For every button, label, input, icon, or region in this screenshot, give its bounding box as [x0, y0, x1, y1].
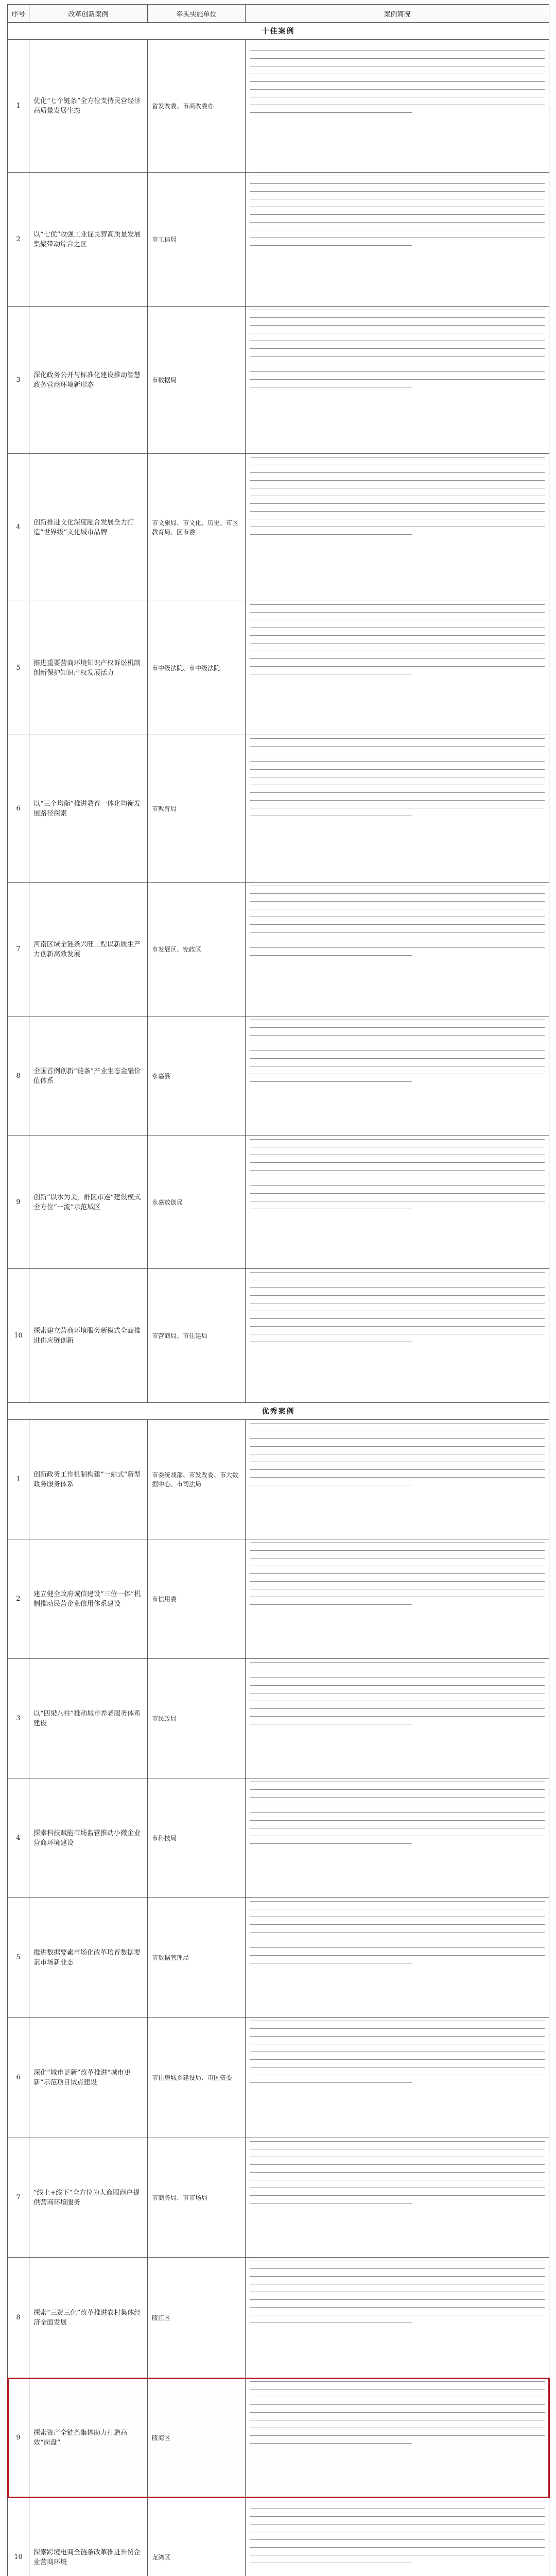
cell-no: 1 [8, 1420, 29, 1539]
overview-text-line [250, 214, 545, 215]
overview-text-line [250, 1716, 545, 1717]
cell-case-name: 创新“以水为美，群区市连”建设模式全方位“一流”示范城区 [29, 1136, 148, 1269]
header-case-name: 改革创新案例 [29, 5, 148, 23]
table-row [8, 1269, 549, 1403]
overview-text-line [250, 2276, 545, 2277]
cell-no: 2 [8, 173, 29, 307]
case-table [7, 4, 549, 2576]
cell-no: 3 [8, 1659, 29, 1778]
overview-text-line [250, 2539, 545, 2540]
overview-text-line [250, 1081, 412, 1082]
overview-text-line [250, 761, 545, 762]
cell-case-name: 探索“三资三化”改革推进农村集体经济全面发展 [29, 2258, 148, 2378]
table-row [8, 1136, 549, 1269]
cell-case-name: 探索科技赋能市场监管推动小微企业营商环境建设 [29, 1778, 148, 1898]
overview-text-line [250, 50, 545, 51]
overview-text-line [250, 1573, 545, 1574]
overview-text-line [250, 800, 545, 801]
overview-text-line [250, 2412, 545, 2413]
cell-no: 9 [8, 1136, 29, 1269]
overview-text-line [250, 1139, 545, 1140]
overview-text-line [250, 1287, 545, 1288]
overview-text-line [250, 1035, 545, 1036]
table-row [8, 173, 549, 307]
overview-text-line [250, 222, 545, 223]
cell-overview [246, 1269, 549, 1403]
overview-text-line [250, 2082, 412, 2083]
cell-no: 4 [8, 454, 29, 601]
overview-text-line [250, 1797, 545, 1798]
overview-text-line [250, 2172, 545, 2173]
cell-lead-unit: 省发改委、市商改委办 [148, 40, 246, 173]
overview-text-line [250, 2203, 412, 2204]
overview-text-line [250, 635, 545, 636]
cell-case-name: 深化“城市更新”改革推进“城市更新”示范项目试点建设 [29, 2018, 148, 2138]
overview-text-line [250, 1789, 545, 1790]
overview-text-line [250, 1050, 545, 1051]
overview-text-line [250, 1162, 545, 1163]
table-row [8, 883, 549, 1016]
cell-case-name: 创新政务工作机制构建“一站式”新型政务服务体系 [29, 1420, 148, 1539]
overview-text-line [250, 2059, 545, 2060]
cell-no: 6 [8, 735, 29, 883]
overview-text-line [250, 2443, 412, 2444]
table-row [8, 2378, 549, 2498]
header-lead-unit: 牵头实施单位 [148, 5, 246, 23]
overview-text-line [250, 472, 545, 473]
cell-overview [246, 1898, 549, 2018]
overview-text-line [250, 325, 545, 326]
overview-text-line [250, 1604, 412, 1605]
overview-text-line [250, 1955, 545, 1956]
cell-lead-unit: 市数据管理局 [148, 1898, 246, 2018]
header-no: 序号 [8, 5, 29, 23]
overview-text-line [250, 666, 545, 667]
overview-text-line [250, 932, 545, 933]
overview-text-line [250, 58, 545, 59]
overview-text-line [250, 1469, 545, 1470]
table-row [8, 454, 549, 601]
cell-lead-unit: 龙湾区 [148, 2498, 246, 2576]
cell-case-name: 创新推进文化深度融合发展全力打造“世界级”文化城市品牌 [29, 454, 148, 601]
cell-lead-unit: 永嘉县 [148, 1016, 246, 1136]
table-header-row [8, 5, 549, 23]
overview-text-line [250, 792, 545, 793]
header-overview: 案例简况 [246, 5, 549, 23]
overview-text-line [250, 658, 545, 659]
overview-text-line [250, 1446, 545, 1447]
cell-overview [246, 601, 549, 735]
cell-no: 4 [8, 1778, 29, 1898]
overview-text-line [250, 1295, 545, 1296]
cell-overview [246, 2378, 549, 2498]
cell-overview [246, 1420, 549, 1539]
overview-text-line [250, 89, 545, 90]
section-title: 优秀案例 [8, 1403, 549, 1420]
overview-text-line [250, 2141, 545, 2142]
overview-text-line [250, 1193, 545, 1194]
overview-text-line [250, 317, 545, 318]
cell-no: 7 [8, 883, 29, 1016]
overview-text-line [250, 2435, 545, 2436]
table-row [8, 2258, 549, 2378]
overview-text-line [250, 1820, 545, 1821]
overview-text-line [250, 183, 545, 184]
overview-text-line [250, 1438, 545, 1439]
overview-text-line [250, 1685, 545, 1686]
cell-lead-unit: 市教育局 [148, 735, 246, 883]
cell-lead-unit: 市中级法院、市中级法院 [148, 601, 246, 735]
cell-lead-unit: 市商务局、市市场局 [148, 2138, 246, 2258]
cell-lead-unit: 瓯海区 [148, 2378, 246, 2498]
cell-overview [246, 2258, 549, 2378]
cell-case-name: 以“四梁八柱”推动城市养老服务体系建设 [29, 1659, 148, 1778]
table-row [8, 1016, 549, 1136]
overview-text-line [250, 2036, 545, 2037]
cell-no: 9 [8, 2378, 29, 2498]
table-row [8, 2498, 549, 2576]
table-row [8, 1898, 549, 2018]
overview-text-line [250, 1027, 545, 1028]
section-title-row [8, 23, 549, 40]
overview-text-line [250, 2516, 545, 2517]
cell-case-name: 以“三个均衡”推进教育一体化均衡发展路径探索 [29, 735, 148, 883]
cell-no: 5 [8, 601, 29, 735]
overview-text-line [250, 2195, 545, 2196]
cell-case-name: 探索跨境电商全链条改革推进外贸企业营商环境 [29, 2498, 148, 2576]
overview-text-line [250, 534, 412, 535]
overview-text-line [250, 2381, 545, 2382]
cell-lead-unit: 永嘉数创局 [148, 1136, 246, 1269]
overview-text-line [250, 2268, 545, 2269]
cell-overview [246, 2498, 549, 2576]
cell-no: 8 [8, 2258, 29, 2378]
cell-case-name: 优化“七个链条”全方位支持民营经济高质量发展生态 [29, 40, 148, 173]
cell-case-name: 推进数据要素市场化改革培育数据要素市场新业态 [29, 1898, 148, 2018]
overview-text-line [250, 112, 412, 113]
cell-lead-unit: 市科技局 [148, 1778, 246, 1898]
cell-case-name: 探索建立营商环境服务新模式全面推进供应链创新 [29, 1269, 148, 1403]
overview-text-line [250, 503, 545, 504]
cell-lead-unit: 瓯江区 [148, 2258, 246, 2378]
overview-text-line [250, 379, 545, 380]
table-row [8, 1659, 549, 1778]
cell-overview [246, 40, 549, 173]
cell-lead-unit: 市数据局 [148, 307, 246, 454]
overview-text-line [250, 1932, 545, 1933]
overview-text-line [250, 81, 545, 82]
cell-case-name: 推进重要营商环境知识产权诉讼机制创新保护知识产权发展活力 [29, 601, 148, 735]
table-row [8, 1420, 549, 1539]
table-body [8, 23, 549, 2576]
overview-text-line [250, 1924, 545, 1925]
cell-overview [246, 1539, 549, 1659]
cell-overview [246, 307, 549, 454]
overview-text-line [250, 1326, 545, 1327]
cell-lead-unit: 市住房城乡建设局、市国资委 [148, 2018, 246, 2138]
overview-text-line [250, 604, 545, 605]
overview-text-line [250, 2164, 545, 2165]
overview-text-line [250, 901, 545, 902]
overview-text-line [250, 191, 545, 192]
overview-text-line [250, 348, 545, 349]
section-title: 十佳案例 [8, 23, 549, 40]
cell-overview [246, 735, 549, 883]
cell-overview [246, 454, 549, 601]
cell-no: 10 [8, 2498, 29, 2576]
overview-text-line [250, 1477, 545, 1478]
overview-text-line [250, 1708, 545, 1709]
overview-text-line [250, 371, 545, 372]
cell-case-name: 全国首例创新“链条”产业生态金融价值体系 [29, 1016, 148, 1136]
overview-text-line [250, 612, 545, 613]
cell-case-name: 探索资产全链条集体助力打造高效“岗盘” [29, 2378, 148, 2498]
cell-lead-unit: 市文旅局、市文化、历史、市区教育局、区市委 [148, 454, 246, 601]
overview-text-line [250, 769, 545, 770]
cell-no: 7 [8, 2138, 29, 2258]
cell-case-name: 建立健全政府诚信建设“三位一体”机制推动民营企业信用体系建设 [29, 1539, 148, 1659]
overview-text-line [250, 893, 545, 894]
overview-text-line [250, 955, 412, 956]
cell-lead-unit: 市营商局、市住建局 [148, 1269, 246, 1403]
overview-text-line [250, 1272, 545, 1273]
cell-no: 2 [8, 1539, 29, 1659]
overview-text-line [250, 356, 545, 357]
overview-text-line [250, 2028, 545, 2029]
overview-text-line [250, 1170, 545, 1171]
cell-overview [246, 1659, 549, 1778]
cell-lead-unit: 市信用委 [148, 1539, 246, 1659]
cell-case-name: 深化政务公开与标准化建设推动智慧政务营商环境新形态 [29, 307, 148, 454]
cell-overview [246, 2018, 549, 2138]
overview-text-line [250, 924, 545, 925]
overview-text-line [250, 1812, 545, 1813]
overview-text-line [250, 2404, 545, 2405]
overview-text-line [250, 2299, 545, 2300]
overview-text-line [250, 1901, 545, 1902]
cell-overview [246, 1136, 549, 1269]
cell-lead-unit: 市工信局 [148, 173, 246, 307]
table-row [8, 2138, 549, 2258]
cell-no: 5 [8, 1898, 29, 2018]
overview-text-line [250, 245, 412, 246]
section-title-row [8, 1403, 549, 1420]
cell-case-name: “线上+线下”全方位为大商服商户提供营商环境服务 [29, 2138, 148, 2258]
overview-text-line [250, 2547, 545, 2548]
cell-no: 10 [8, 1269, 29, 1403]
cell-lead-unit: 市民政局 [148, 1659, 246, 1778]
table-row [8, 601, 549, 735]
cell-case-name: 以“七优”攻强工业促民营高质量发展集聚带动综合之区 [29, 173, 148, 307]
table-row [8, 2018, 549, 2138]
overview-text-line [250, 1581, 545, 1582]
cell-no: 6 [8, 2018, 29, 2138]
cell-no: 3 [8, 307, 29, 454]
overview-text-line [250, 1662, 545, 1663]
cell-overview [246, 2138, 549, 2258]
overview-text-line [250, 1318, 545, 1319]
overview-text-line [250, 1550, 545, 1551]
overview-text-line [250, 480, 545, 481]
overview-text-line [250, 1058, 545, 1059]
overview-text-line [250, 1677, 545, 1678]
overview-text-line [250, 947, 545, 948]
cell-overview [246, 173, 549, 307]
overview-text-line [250, 746, 545, 747]
table-row [8, 735, 549, 883]
table-row [8, 1539, 549, 1659]
overview-text-line [250, 1947, 545, 1948]
cell-case-name: 河南区域全链条兴旺工程以新质生产力创新高效发展 [29, 883, 148, 1016]
table-row [8, 40, 549, 173]
table-row [8, 1778, 549, 1898]
overview-text-line [250, 511, 545, 512]
cell-lead-unit: 市发展区、宪政区 [148, 883, 246, 1016]
overview-text-line [250, 738, 545, 739]
cell-overview [246, 1778, 549, 1898]
cell-overview [246, 883, 549, 1016]
cell-no: 8 [8, 1016, 29, 1136]
cell-overview [246, 1016, 549, 1136]
overview-text-line [250, 1185, 545, 1186]
overview-text-line [250, 2307, 545, 2308]
table-row [8, 307, 549, 454]
cell-lead-unit: 市委统战部、市发改委、市大数据中心、市司法局 [148, 1420, 246, 1539]
cell-no: 1 [8, 40, 29, 173]
overview-text-line [250, 1843, 412, 1844]
